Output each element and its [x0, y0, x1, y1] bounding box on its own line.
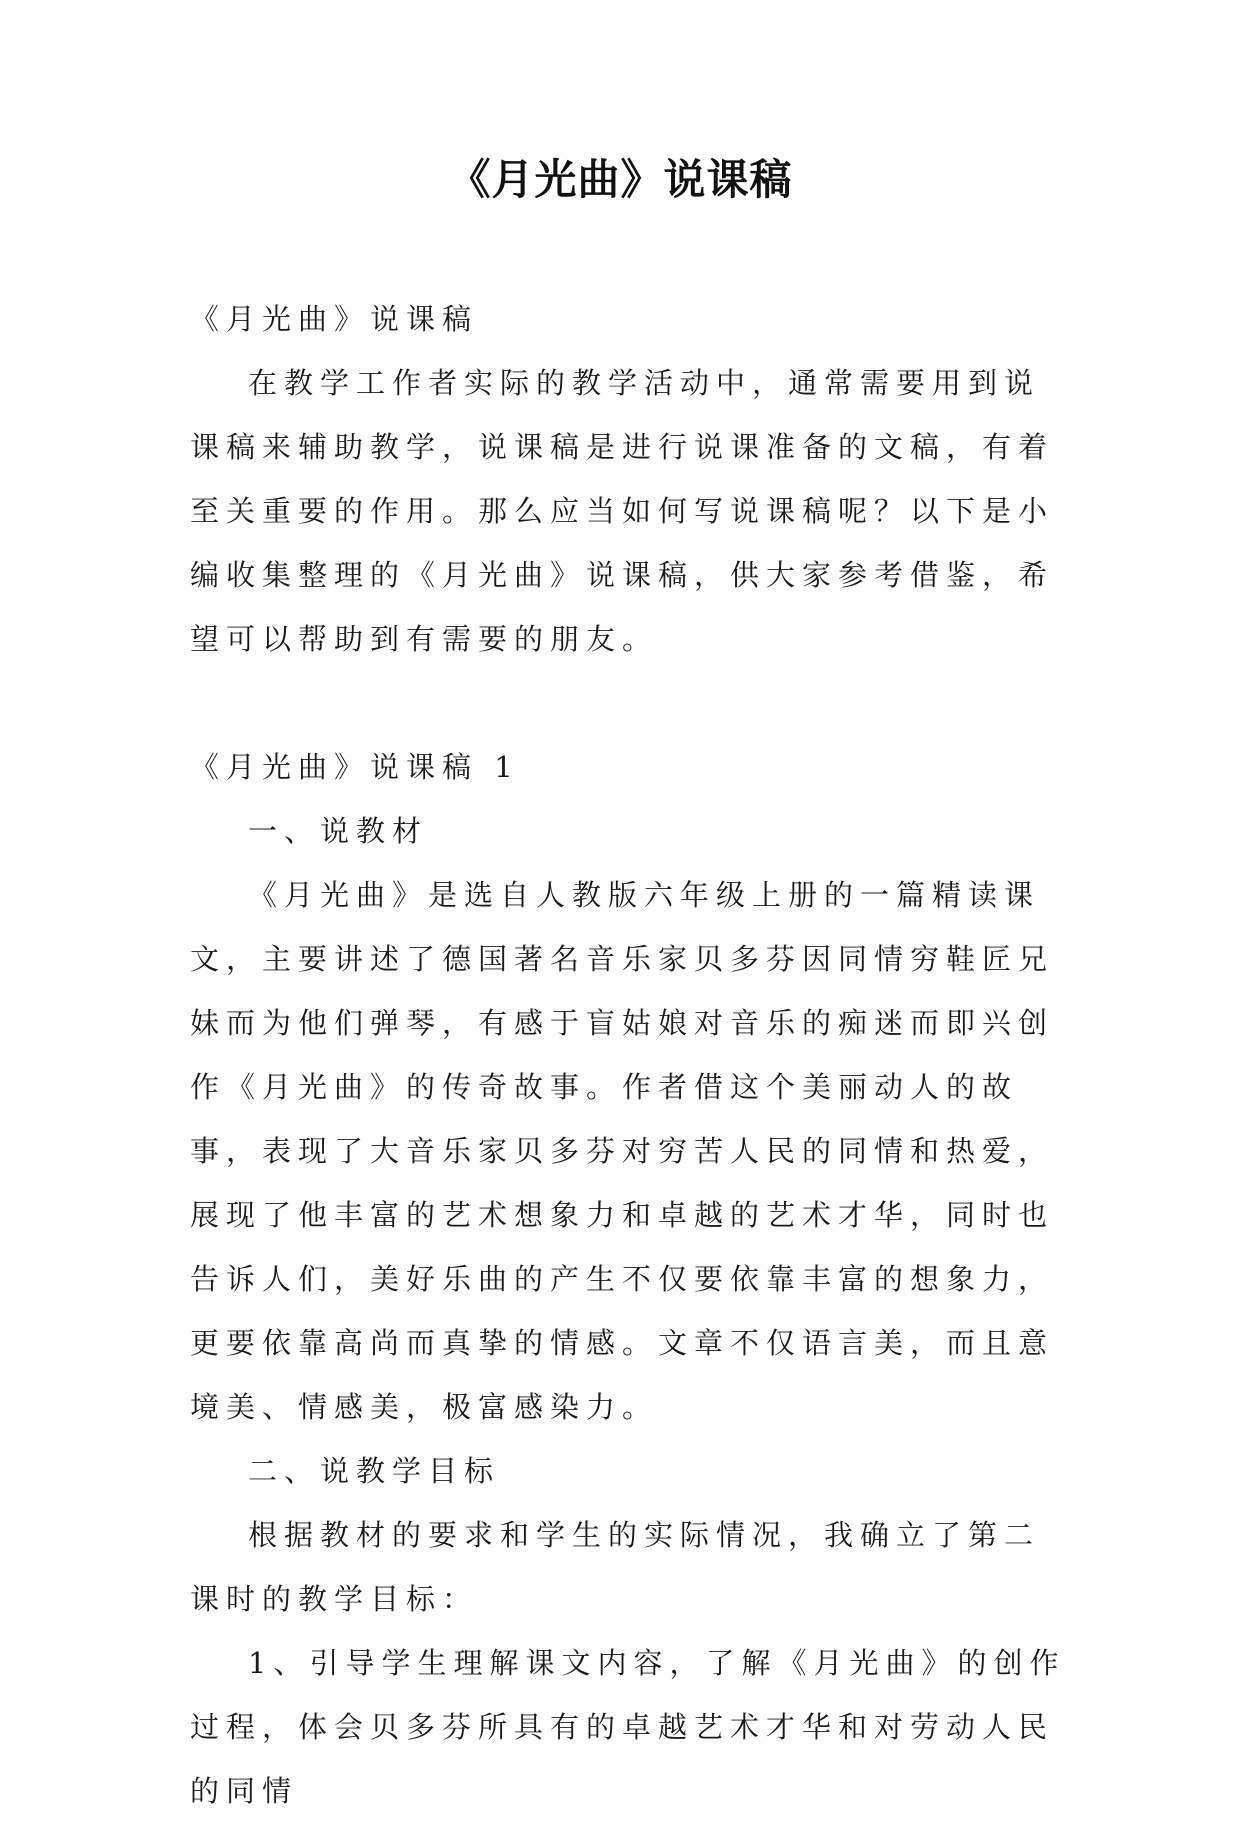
document-body — [190, 287, 1066, 1823]
part1-heading: 一、说教材 — [248, 814, 429, 848]
document-title: 《月光曲》说课稿 — [448, 155, 793, 204]
intro-paragraph: 在教学工作者实际的教学活动中，通常需要用到说课稿来辅助教学，说课稿是进行说课准备的文稿，有着至关重要的作用。那么应当如何写说课稿呢？以下是小编收集整理的《月光曲》说课稿，供大家参考借鉴，希望可以帮助到有需要的朋友。 — [190, 366, 1055, 656]
part2-heading: 二、说教学目标 — [248, 1454, 501, 1488]
section1-heading: 《月光曲》说课稿 1 — [190, 750, 520, 784]
part2-paragraph: 根据教材的要求和学生的实际情况，我确立了第二课时的教学目标： — [190, 1518, 1041, 1616]
goal1-paragraph: 1、引导学生理解课文内容，了解《月光曲》的创作过程，体会贝多芬所具有的卓越艺术才华和对劳动人民的同情 — [190, 1646, 1066, 1808]
section-spacer — [190, 671, 1066, 735]
part1-paragraph: 《月光曲》是选自人教版六年级上册的一篇精读课文，主要讲述了德国著名音乐家贝多芬因同情穷鞋匠兄妹而为他们弹琴，有感于盲姑娘对音乐的痴迷而即兴创作《月光曲》的传奇故事。作者借这个美丽动人的故事，表现了大音乐家贝多芬对穷苦人民的同情和热爱，展现了他丰富的艺术想象力和卓越的艺术才华，同时也告诉人们，美好乐曲的产生不仅要依靠丰富的想象力，更要依靠高尚而真挚的情感。文章不仅语言美，而且意境美、情感美，极富感染力。 — [190, 878, 1055, 1424]
intro-heading: 《月光曲》说课稿 — [190, 302, 479, 336]
